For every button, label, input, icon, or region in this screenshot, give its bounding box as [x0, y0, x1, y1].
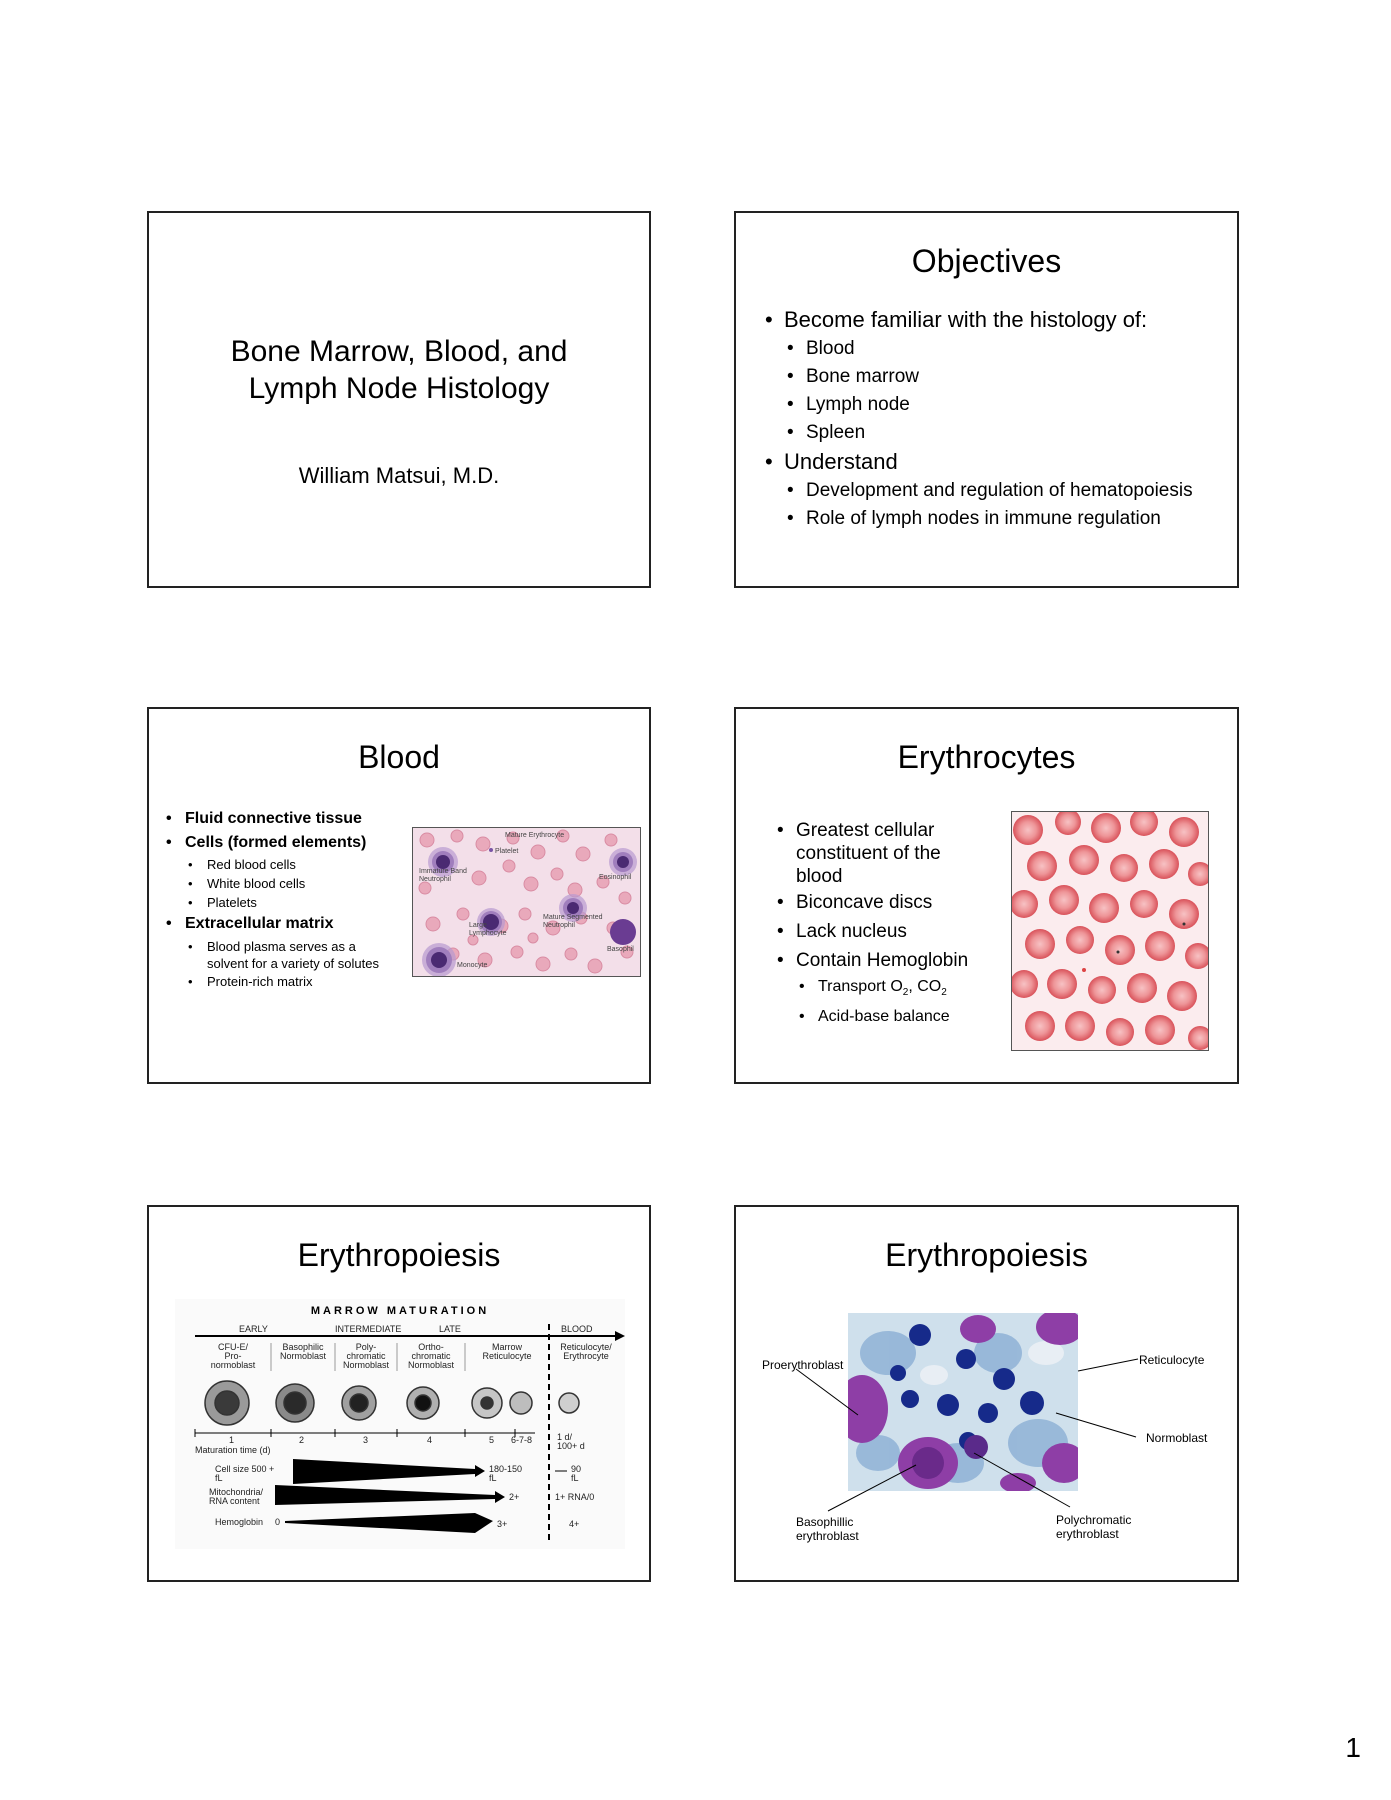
objective-subitem: • Spleen [806, 419, 1234, 447]
label-normoblast: Normoblast [1146, 1431, 1208, 1445]
objective-subitem: • Development and regulation of hematopoiesis [806, 477, 1234, 505]
stage-label: CFU-E/ Pro- normoblast [210, 1342, 256, 1370]
erythrocyte-subitem: • Acid-base balance [818, 1005, 996, 1029]
blood-item: • Cells (formed elements) [185, 831, 395, 855]
erythrocyte-item: • Biconcave discs [796, 888, 996, 917]
erythrocyte-subitem: • Transport $O_2$, $CO_2$ [818, 975, 996, 1005]
blood-subitem: • Red blood cells [207, 855, 395, 874]
slide-6 [734, 1205, 1239, 1582]
marrow-maturation-diagram [175, 1299, 625, 1549]
stage-label: Poly- chromatic Normoblast [342, 1342, 389, 1370]
time-tick: 6-7-8 [511, 1435, 533, 1445]
blood-subitem: • White blood cells [207, 874, 395, 893]
erythrocytes-list [796, 819, 996, 1029]
slide-5 [147, 1205, 651, 1582]
slide-5-title: Erythropoiesis [297, 1237, 501, 1273]
blood-subitem: • Platelets [207, 893, 395, 912]
objective-subitem: • Bone marrow [806, 363, 1234, 391]
diagram-heading: MARROW MATURATION [310, 1305, 490, 1317]
erythrocyte-drawing [1012, 812, 1208, 1050]
mito-blood: 1+ RNA/0 [555, 1492, 595, 1502]
label-large-lymphocyte: Large Lymphocyte [469, 922, 507, 937]
blood-subitem: • Protein-rich matrix [207, 972, 395, 992]
objective-item: • Understand [784, 447, 1234, 477]
label-immature-band: Immature Band Neutrophil [419, 868, 467, 883]
label-proerythroblast: Proerythroblast [762, 1358, 844, 1372]
label-monocyte: Monocyte [457, 962, 488, 969]
phase-late: LATE [439, 1324, 461, 1334]
blood-subitem: • Blood plasma serves as a solvent for a variety of solutes [207, 938, 395, 972]
slide-1-title: Bone Marrow, Blood, and Lymph Node Histology [230, 335, 568, 405]
erythrocyte-item: • Lack nucleus [796, 917, 996, 946]
erythrocyte-item: • Greatest cellular constituent of the blood [796, 819, 996, 888]
label-mature-segmented: Mature Segmented Neutrophil [543, 914, 603, 929]
cell-size-blood: 90 fL [571, 1464, 582, 1483]
blood-smear-image [412, 827, 641, 977]
hemoglobin-label: Hemoglobin [215, 1517, 264, 1527]
slide-3 [147, 707, 651, 1084]
label-mature-erythrocyte: Mature Erythrocyte [505, 832, 565, 839]
maturation-time-label: Maturation time (d) [195, 1445, 271, 1455]
phase-intermediate: INTERMEDIATE [335, 1324, 402, 1334]
stage-label: Basophilic Normoblast [279, 1342, 326, 1361]
time-tick: 5 [489, 1435, 495, 1445]
label-platelet: Platelet [495, 848, 519, 855]
slide-1 [147, 211, 651, 588]
slide-4 [734, 707, 1239, 1084]
label-eosinophil: Eosinophil [599, 874, 632, 881]
mito-end: 2+ [509, 1492, 520, 1502]
objective-subitem: • Lymph node [806, 391, 1234, 419]
slide-2-title: Objectives [911, 243, 1062, 279]
phase-blood: BLOOD [561, 1324, 593, 1334]
blood-item: • Extracellular matrix [185, 912, 395, 936]
objective-subitem: • Blood [806, 335, 1234, 363]
slide-2 [734, 211, 1239, 588]
slide-4-title: Erythrocytes [897, 739, 1076, 775]
label-reticulocyte: Reticulocyte [1139, 1353, 1205, 1367]
time-tick: 3 [363, 1435, 369, 1445]
objectives-list [784, 305, 1234, 533]
stage-label: Reticulocyte/ Erythrocyte [560, 1342, 612, 1361]
objective-subitem: • Role of lymph nodes in immune regulation [806, 505, 1234, 533]
hemoglobin-blood: 4+ [569, 1519, 580, 1529]
cell-size-end: 180-150 fL [489, 1464, 523, 1483]
hemoglobin-end: 3+ [497, 1519, 508, 1529]
blood-list [185, 807, 395, 992]
time-tick: 4 [427, 1435, 433, 1445]
hemoglobin-start: 0 [275, 1517, 281, 1527]
stage-label: Ortho- chromatic Normoblast [407, 1342, 454, 1370]
slide-6-title: Erythropoiesis [885, 1237, 1088, 1273]
blood-item: • Fluid connective tissue [185, 807, 395, 831]
time-tick: 1 [229, 1435, 235, 1445]
blood-smear-drawing [413, 828, 640, 976]
maturation-drawing [175, 1299, 625, 1549]
slide-1-author: William Matsui, M.D. [298, 463, 500, 488]
phase-early: EARLY [239, 1324, 268, 1334]
label-basophil: Basophil [607, 946, 634, 953]
slide-3-title: Blood [358, 739, 440, 775]
cell-size-label: Cell size 500 + fL [215, 1464, 275, 1483]
label-basophilic-erythroblast: Basophillic erythroblast [796, 1515, 859, 1543]
page-number: 1 [1345, 1732, 1361, 1763]
erythrocyte-item: • Contain Hemoglobin [796, 946, 996, 975]
stage-label: Marrow Reticulocyte [482, 1342, 532, 1361]
erythrocyte-image [1011, 811, 1209, 1051]
objective-item: • Become familiar with the histology of: [784, 305, 1234, 335]
time-tick: 2 [299, 1435, 305, 1445]
time-tick-blood: 1 d/ 100+ d [557, 1432, 585, 1451]
label-polychromatic-erythroblast: Polychromatic erythroblast [1056, 1513, 1132, 1541]
mito-label: Mitochondria/ RNA content [209, 1487, 264, 1506]
